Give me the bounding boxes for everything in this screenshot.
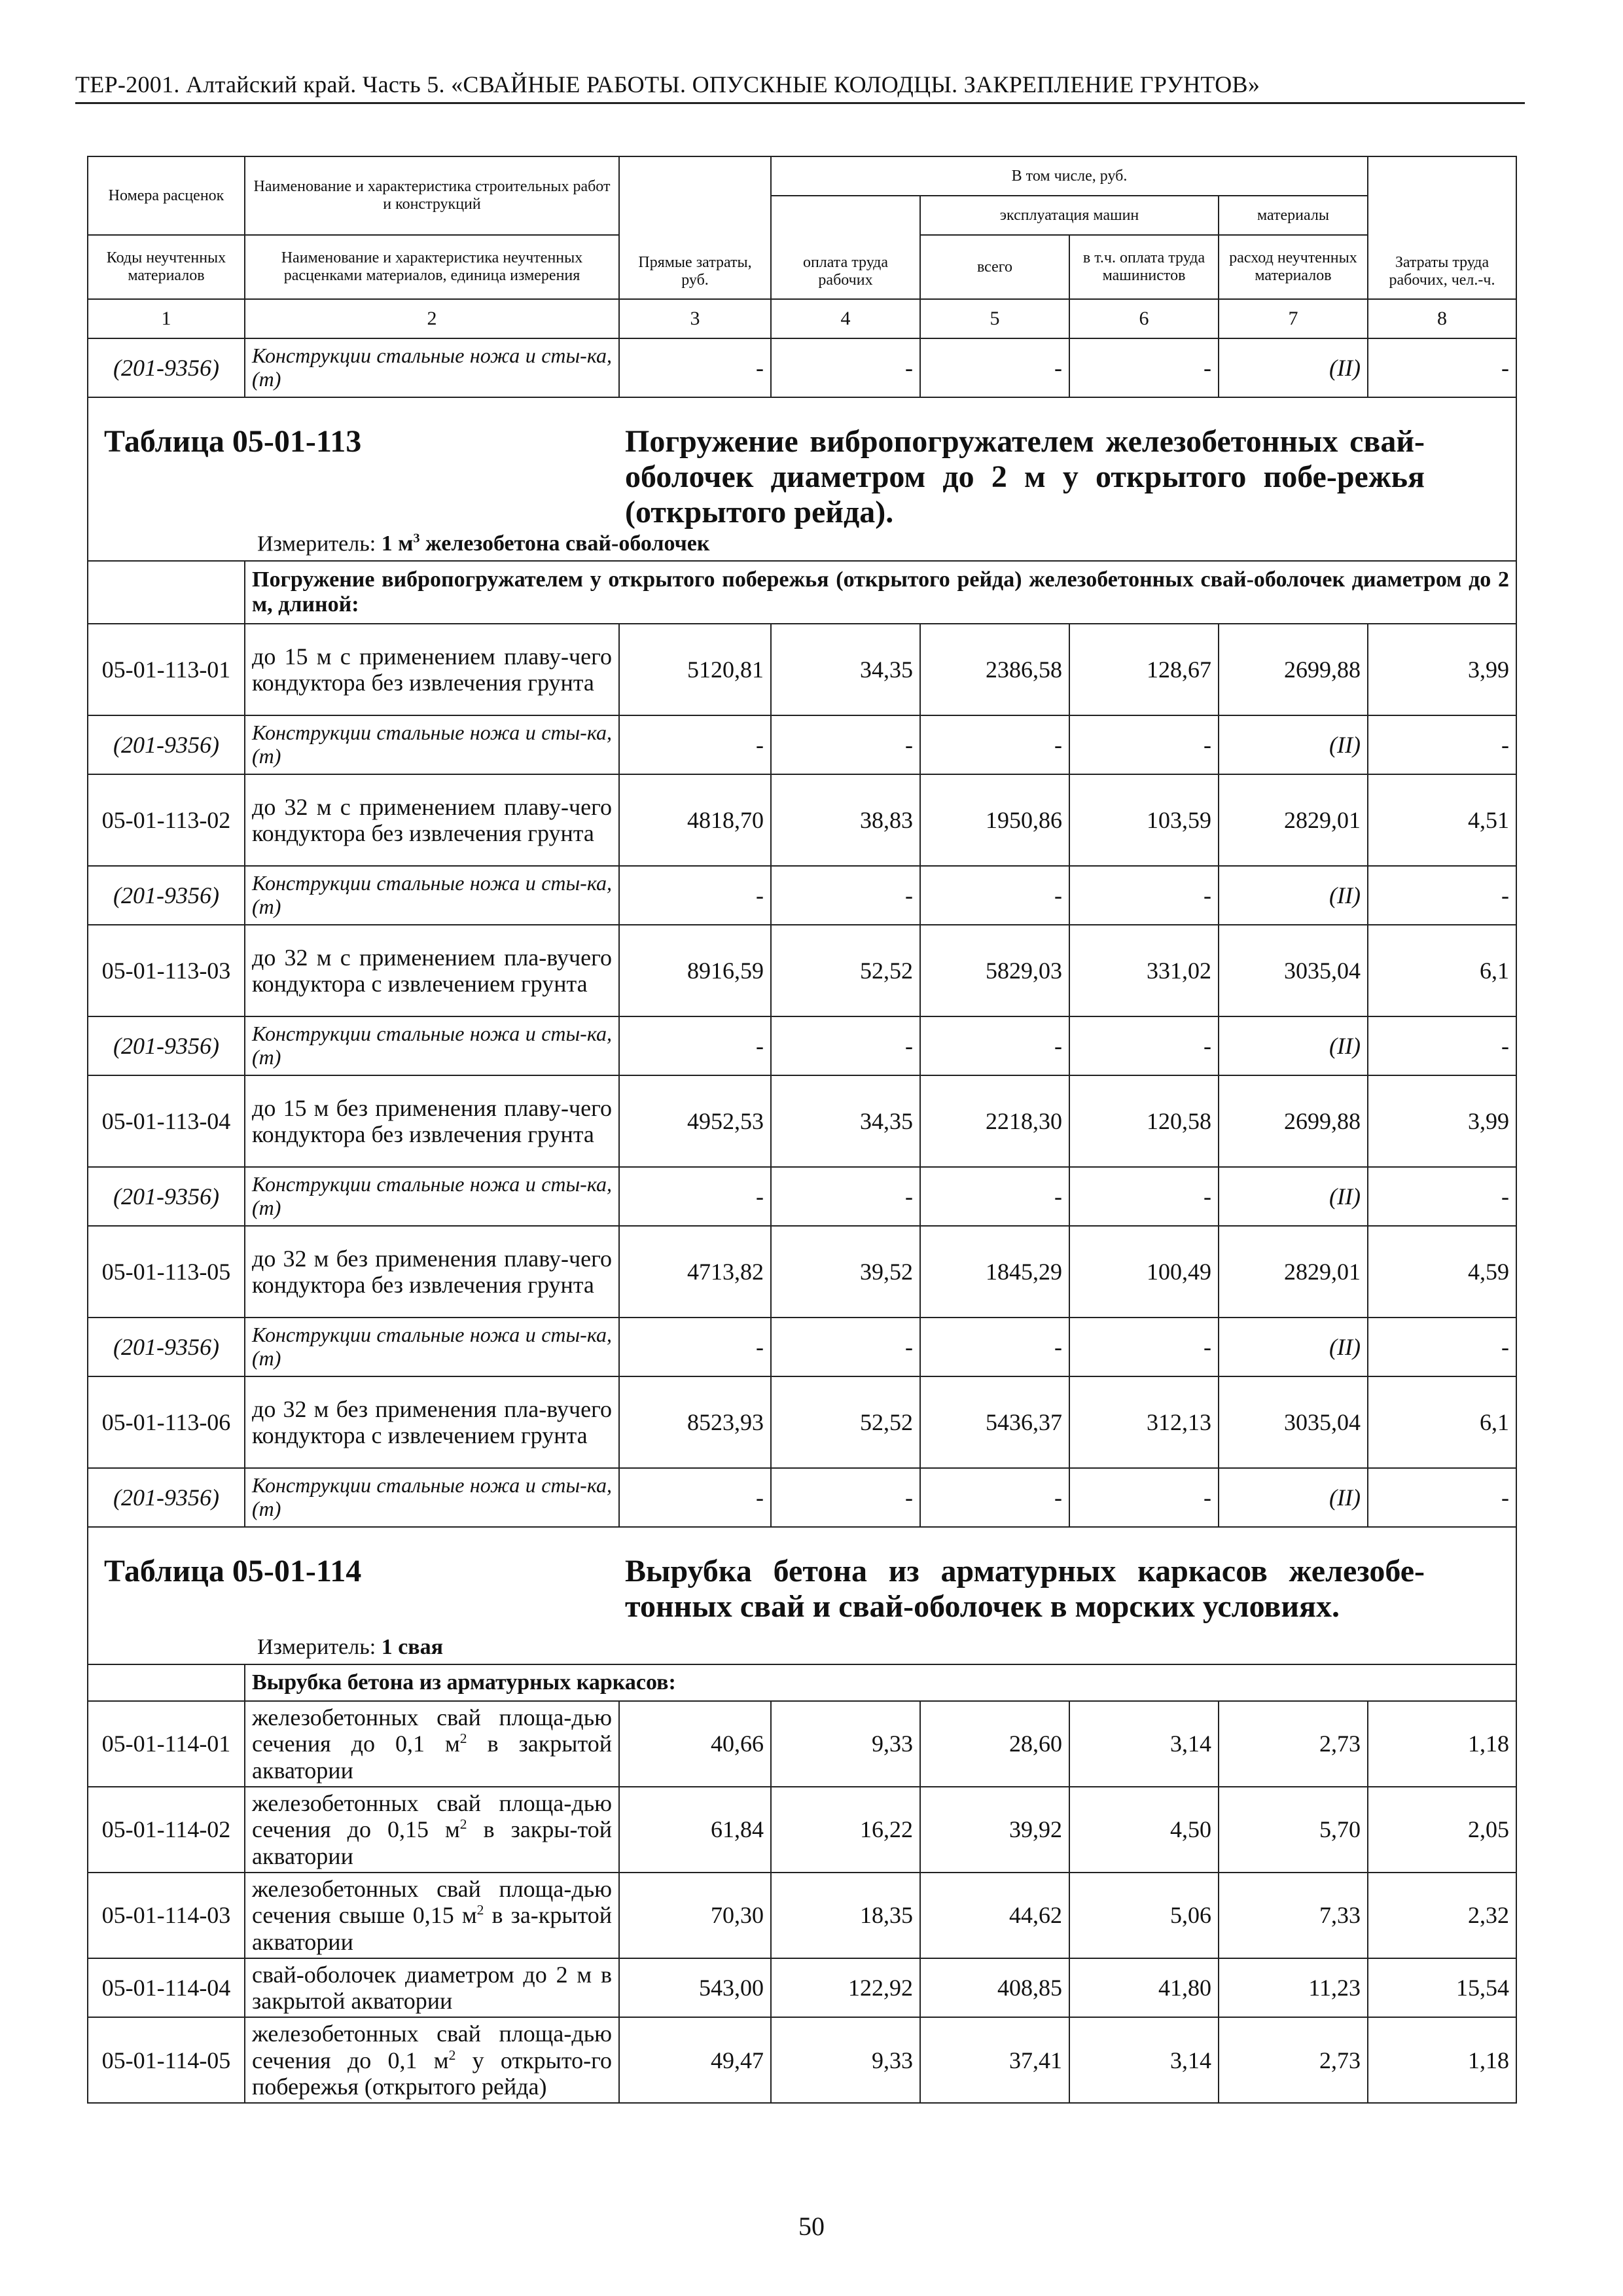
material-code: (201-9356): [88, 1167, 245, 1226]
header-col2-bottom: Наименование и характеристика неучтенных расценками материалов, единица измерения: [245, 235, 619, 299]
cell-dash: -: [1368, 338, 1516, 397]
labor-cost: 39,52: [771, 1226, 920, 1318]
price-table: [87, 156, 1517, 2104]
cell-dash: -: [771, 1016, 920, 1075]
work-name: до 32 м без применения плаву-чего кондуктора без извлечения грунта: [245, 1226, 619, 1318]
section-spacer: [88, 561, 245, 624]
material-row: [88, 715, 1516, 774]
direct-cost: 543,00: [619, 1958, 771, 2018]
material-name: Конструкции стальные ножа и сты-ка, (т): [245, 1016, 619, 1075]
material-category: (II): [1219, 338, 1368, 397]
labor-cost: 52,52: [771, 1376, 920, 1468]
machines-total: 408,85: [920, 1958, 1069, 2018]
direct-cost: 4952,53: [619, 1075, 771, 1167]
material-category: (II): [1219, 1468, 1368, 1527]
rate-code: 05-01-113-02: [88, 774, 245, 866]
column-number: 5: [920, 299, 1069, 338]
materials-cost: 5,70: [1219, 1787, 1368, 1873]
column-number: 8: [1368, 299, 1516, 338]
machines-total: 1950,86: [920, 774, 1069, 866]
running-head: ТЕР-2001. Алтайский край. Часть 5. «СВАЙНЫЕ РАБОТЫ. ОПУСКНЫЕ КОЛОДЦЫ. ЗАКРЕПЛЕНИЕ ГРУНТОВ»: [75, 71, 1525, 104]
materials-cost: 3035,04: [1219, 1376, 1368, 1468]
labor-cost: 9,33: [771, 1701, 920, 1787]
machinists-labor: 5,06: [1069, 1873, 1219, 1958]
direct-cost: 8916,59: [619, 925, 771, 1016]
material-code: (201-9356): [88, 866, 245, 925]
machinists-labor: 120,58: [1069, 1075, 1219, 1167]
cell-dash: -: [619, 1318, 771, 1376]
rate-code: 05-01-113-04: [88, 1075, 245, 1167]
machinists-labor: 41,80: [1069, 1958, 1219, 2018]
machinists-labor: 4,50: [1069, 1787, 1219, 1873]
column-number: 1: [88, 299, 245, 338]
labor-hours: 6,1: [1368, 1376, 1516, 1468]
table-114-heading-row: [88, 1527, 1516, 1664]
table-113-section-row: [88, 561, 1516, 624]
header-col4: оплата труда рабочих: [771, 196, 920, 299]
header-col8: Затраты труда рабочих, чел.-ч.: [1368, 156, 1516, 299]
materials-cost: 2,73: [1219, 1701, 1368, 1787]
labor-cost: 16,22: [771, 1787, 920, 1873]
table-row: [88, 1226, 1516, 1318]
material-row: [88, 338, 1516, 397]
rate-code: 05-01-114-05: [88, 2017, 245, 2103]
labor-hours: 1,18: [1368, 1701, 1516, 1787]
rate-code: 05-01-113-03: [88, 925, 245, 1016]
machinists-labor: 100,49: [1069, 1226, 1219, 1318]
table-row: [88, 624, 1516, 715]
direct-cost: 49,47: [619, 2017, 771, 2103]
cell-dash: -: [920, 866, 1069, 925]
labor-hours: 4,51: [1368, 774, 1516, 866]
material-code: (201-9356): [88, 1016, 245, 1075]
materials-cost: 2829,01: [1219, 1226, 1368, 1318]
direct-cost: 61,84: [619, 1787, 771, 1873]
section-spacer: [88, 1664, 245, 1701]
cell-dash: -: [920, 338, 1069, 397]
table-114-title: Вырубка бетона из арматурных каркасов железобе-тонных свай и свай-оболочек в морских условиях.: [625, 1554, 1425, 1624]
materials-cost: 7,33: [1219, 1873, 1368, 1958]
machines-total: 28,60: [920, 1701, 1069, 1787]
machines-total: 1845,29: [920, 1226, 1069, 1318]
table-row: [88, 1873, 1516, 1958]
material-code: (201-9356): [88, 715, 245, 774]
labor-hours: 2,32: [1368, 1873, 1516, 1958]
material-row: [88, 1167, 1516, 1226]
price-table-body: [88, 156, 1516, 1527]
cell-dash: -: [1069, 1167, 1219, 1226]
header-col1-bottom: Коды неучтенных материалов: [88, 235, 245, 299]
materials-cost: 3035,04: [1219, 925, 1368, 1016]
table-114-heading: [88, 1527, 1516, 1664]
materials-cost: 11,23: [1219, 1958, 1368, 2018]
table-114-meter: [257, 1635, 443, 1660]
machines-total: 37,41: [920, 2017, 1069, 2103]
rate-code: 05-01-113-06: [88, 1376, 245, 1468]
work-name: свай-оболочек диаметром до 2 м в закрытой акватории: [245, 1958, 619, 2018]
material-category: (II): [1219, 866, 1368, 925]
header-col2-top: Наименование и характеристика строительных работ и конструкций: [245, 156, 619, 235]
cell-dash: -: [619, 1167, 771, 1226]
cell-dash: -: [771, 715, 920, 774]
table-row: [88, 925, 1516, 1016]
meter-value: 1 свая: [381, 1634, 444, 1659]
header-col6: в т.ч. оплата труда машинистов: [1069, 235, 1219, 299]
cell-dash: -: [1368, 866, 1516, 925]
cell-dash: -: [1368, 715, 1516, 774]
materials-cost: 2699,88: [1219, 1075, 1368, 1167]
table-114-number: Таблица 05-01-114: [104, 1554, 362, 1588]
cell-dash: -: [619, 1016, 771, 1075]
cell-dash: -: [619, 338, 771, 397]
work-name: железобетонных свай площа-дью сечения свыше 0,15 $м^2$ в за-крытой акватории: [245, 1873, 619, 1958]
material-code: (201-9356): [88, 338, 245, 397]
machinists-labor: 331,02: [1069, 925, 1219, 1016]
table-114-section-row: [88, 1664, 1516, 1701]
labor-hours: 2,05: [1368, 1787, 1516, 1873]
column-number: 2: [245, 299, 619, 338]
table-113-heading: [88, 397, 1516, 561]
material-name: Конструкции стальные ножа и сты-ка, (т): [245, 1468, 619, 1527]
machines-total: 5436,37: [920, 1376, 1069, 1468]
material-category: (II): [1219, 715, 1368, 774]
meter-value: 1 $м^3$ железобетона свай-оболочек: [381, 531, 710, 556]
cell-dash: -: [920, 1016, 1069, 1075]
header-group: В том числе, руб.: [771, 156, 1368, 196]
machinists-labor: 3,14: [1069, 2017, 1219, 2103]
work-name: железобетонных свай площа-дью сечения до 0,15 $м^2$ в закры-той акватории: [245, 1787, 619, 1873]
labor-hours: 1,18: [1368, 2017, 1516, 2103]
machines-total: 2386,58: [920, 624, 1069, 715]
table-113-meter: [257, 531, 710, 556]
cell-dash: -: [619, 1468, 771, 1527]
work-name: до 32 м с применением плаву-чего кондуктора без извлечения грунта: [245, 774, 619, 866]
cell-dash: -: [1368, 1318, 1516, 1376]
material-category: (II): [1219, 1318, 1368, 1376]
cell-dash: -: [920, 715, 1069, 774]
cell-dash: -: [920, 1318, 1069, 1376]
material-name: Конструкции стальные ножа и сты-ка, (т): [245, 338, 619, 397]
material-name: Конструкции стальные ножа и сты-ка, (т): [245, 1318, 619, 1376]
table-113-section: Погружение вибропогружателем у открытого побережья (открытого рейда) железобетонных свай-оболочек диаметром до 2 м, длиной:: [245, 561, 1516, 624]
header-machines: эксплуатация машин: [920, 196, 1219, 235]
column-numbers-row: [88, 299, 1516, 338]
direct-cost: 8523,93: [619, 1376, 771, 1468]
table-113-title: Погружение вибропогружателем железобетонных свай-оболочек диаметром до 2 м у открытого побе-режья (открытого рейда).: [625, 424, 1425, 529]
material-name: Конструкции стальные ножа и сты-ка, (т): [245, 866, 619, 925]
header-col3: Прямые затраты, руб.: [619, 156, 771, 299]
table-row: [88, 1376, 1516, 1468]
table-113-heading-row: [88, 397, 1516, 561]
labor-cost: 38,83: [771, 774, 920, 866]
cell-dash: -: [1069, 338, 1219, 397]
materials-cost: 2,73: [1219, 2017, 1368, 2103]
cell-dash: -: [1069, 866, 1219, 925]
rate-code: 05-01-114-02: [88, 1787, 245, 1873]
direct-cost: 70,30: [619, 1873, 771, 1958]
column-number: 6: [1069, 299, 1219, 338]
machinists-labor: 3,14: [1069, 1701, 1219, 1787]
cell-dash: -: [771, 1318, 920, 1376]
cell-dash: -: [771, 866, 920, 925]
direct-cost: 4818,70: [619, 774, 771, 866]
machines-total: 2218,30: [920, 1075, 1069, 1167]
labor-cost: 52,52: [771, 925, 920, 1016]
work-name: железобетонных свай площа-дью сечения до 0,1 $м^2$ у открыто-го побережья (открытого рейда): [245, 2017, 619, 2103]
cell-dash: -: [920, 1167, 1069, 1226]
labor-hours: 3,99: [1368, 1075, 1516, 1167]
cell-dash: -: [771, 1468, 920, 1527]
materials-cost: 2699,88: [1219, 624, 1368, 715]
labor-hours: 3,99: [1368, 624, 1516, 715]
work-name: до 15 м без применения плаву-чего кондуктора без извлечения грунта: [245, 1075, 619, 1167]
material-category: (II): [1219, 1167, 1368, 1226]
rate-code: 05-01-114-01: [88, 1701, 245, 1787]
machines-total: 39,92: [920, 1787, 1069, 1873]
labor-hours: 4,59: [1368, 1226, 1516, 1318]
cell-dash: -: [1069, 1318, 1219, 1376]
meter-label: Измеритель:: [257, 531, 376, 556]
column-number: 4: [771, 299, 920, 338]
cell-dash: -: [619, 715, 771, 774]
cell-dash: -: [1368, 1167, 1516, 1226]
header-col5: всего: [920, 235, 1069, 299]
cell-dash: -: [1368, 1468, 1516, 1527]
cell-dash: -: [1069, 1468, 1219, 1527]
material-code: (201-9356): [88, 1468, 245, 1527]
labor-cost: 122,92: [771, 1958, 920, 2018]
direct-cost: 5120,81: [619, 624, 771, 715]
table-row: [88, 1075, 1516, 1167]
cell-dash: -: [619, 866, 771, 925]
column-number: 3: [619, 299, 771, 338]
cell-dash: -: [920, 1468, 1069, 1527]
page-number: 50: [798, 2212, 825, 2241]
cell-dash: -: [1069, 1016, 1219, 1075]
machinists-labor: 103,59: [1069, 774, 1219, 866]
meter-label: Измеритель:: [257, 1634, 376, 1659]
material-category: (II): [1219, 1016, 1368, 1075]
material-name: Конструкции стальные ножа и сты-ка, (т): [245, 715, 619, 774]
labor-hours: 6,1: [1368, 925, 1516, 1016]
materials-cost: 2829,01: [1219, 774, 1368, 866]
cell-dash: -: [1368, 1016, 1516, 1075]
table-row: [88, 774, 1516, 866]
header-col1-top: Номера расценок: [88, 156, 245, 235]
machinists-labor: 128,67: [1069, 624, 1219, 715]
column-number: 7: [1219, 299, 1368, 338]
labor-cost: 9,33: [771, 2017, 920, 2103]
labor-hours: 15,54: [1368, 1958, 1516, 2018]
rate-code: 05-01-114-03: [88, 1873, 245, 1958]
table-row: [88, 1787, 1516, 1873]
work-name: до 32 м с применением пла-вучего кондуктора с извлечением грунта: [245, 925, 619, 1016]
material-code: (201-9356): [88, 1318, 245, 1376]
material-name: Конструкции стальные ножа и сты-ка, (т): [245, 1167, 619, 1226]
rate-code: 05-01-114-04: [88, 1958, 245, 2018]
table-row: [88, 1958, 1516, 2018]
header-col7: расход неучтенных материалов: [1219, 235, 1368, 299]
material-row: [88, 1468, 1516, 1527]
table-114-rows: [88, 1701, 1516, 2103]
rate-code: 05-01-113-01: [88, 624, 245, 715]
cell-dash: -: [771, 338, 920, 397]
labor-cost: 18,35: [771, 1873, 920, 1958]
header-materials: материалы: [1219, 196, 1368, 235]
work-name: железобетонных свай площа-дью сечения до 0,1 $м^2$ в закрытой акватории: [245, 1701, 619, 1787]
direct-cost: 40,66: [619, 1701, 771, 1787]
cell-dash: -: [771, 1167, 920, 1226]
table-113-number: Таблица 05-01-113: [104, 424, 362, 459]
work-name: до 15 м с применением плаву-чего кондуктора без извлечения грунта: [245, 624, 619, 715]
table-row: [88, 2017, 1516, 2103]
machinists-labor: 312,13: [1069, 1376, 1219, 1468]
header-row-1: [88, 156, 1516, 196]
direct-cost: 4713,82: [619, 1226, 771, 1318]
table-row: [88, 1701, 1516, 1787]
cell-dash: -: [1069, 715, 1219, 774]
machines-total: 44,62: [920, 1873, 1069, 1958]
table-114-section: Вырубка бетона из арматурных каркасов:: [245, 1664, 1516, 1701]
labor-cost: 34,35: [771, 1075, 920, 1167]
labor-cost: 34,35: [771, 624, 920, 715]
material-row: [88, 1016, 1516, 1075]
rate-code: 05-01-113-05: [88, 1226, 245, 1318]
material-row: [88, 866, 1516, 925]
machines-total: 5829,03: [920, 925, 1069, 1016]
work-name: до 32 м без применения пла-вучего кондуктора с извлечением грунта: [245, 1376, 619, 1468]
material-row: [88, 1318, 1516, 1376]
